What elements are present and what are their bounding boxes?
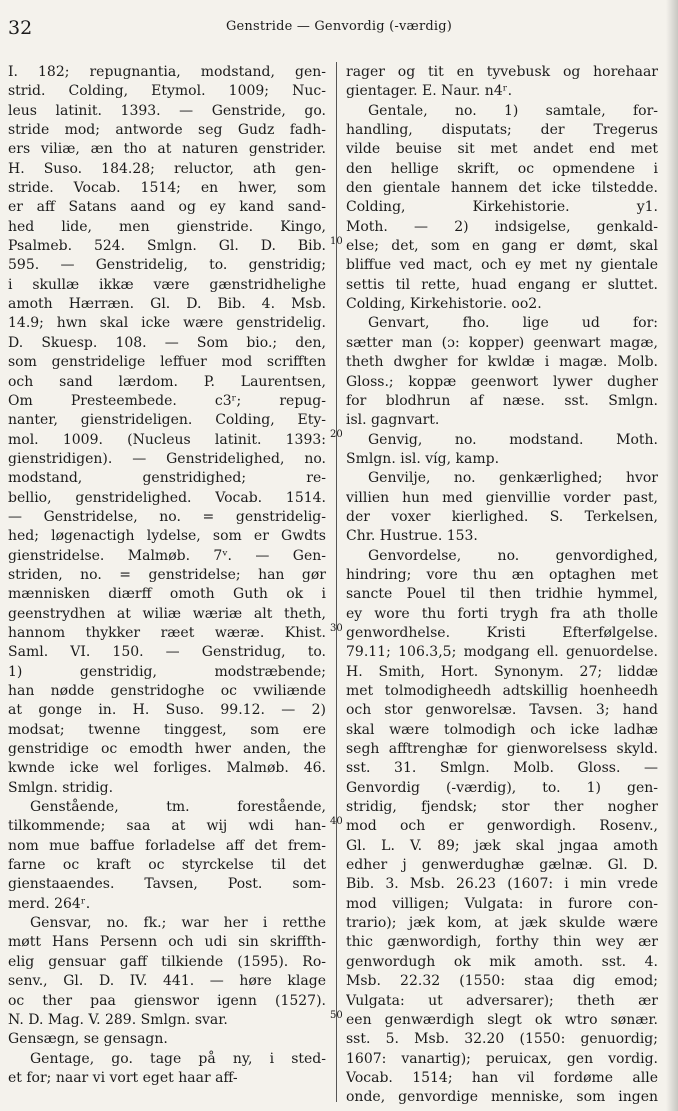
text-line: Vocab. 1514; han vil fordøme alle xyxy=(346,1069,658,1086)
text-line: et for; naar vi vort eget haar aff- xyxy=(8,1069,238,1086)
text-line: gienstridigen). — Genstridelighed, no. xyxy=(8,450,326,467)
text-line: Genvordig (-værdig), to. 1) gen- xyxy=(346,779,658,796)
line-number-20: 20 xyxy=(330,429,343,440)
text-line: Bib. 3. Msb. 26.23 (1607: i min vrede xyxy=(346,876,658,893)
page-number: 32 xyxy=(8,17,33,39)
text-line: Smlgn. isl. víg, kamp. xyxy=(346,450,500,467)
text-line: och stor genworelsæ. Tavsen. 3; hand xyxy=(346,702,658,719)
text-line: Saml. VI. 150. — Genstridug, to. xyxy=(8,644,326,661)
text-line: Genstående, tm. forestående, xyxy=(30,799,326,816)
text-line: møtt Hans Persenn och udi sin skriffth- xyxy=(8,934,326,951)
text-line: han nødde genstridoghe oc vwiliænde xyxy=(8,683,326,699)
line-number-10: 10 xyxy=(330,236,343,247)
text-line: stride mod; antworde seg Gudz fadh- xyxy=(8,122,326,139)
text-line: vilde beuise sit met andet end met xyxy=(346,141,658,158)
text-line: Genvart, fho. lige ud for: xyxy=(368,315,658,332)
text-line: for blodhrun af næse. sst. Smlgn. xyxy=(346,392,658,409)
text-line: settis til rette, huad engang er sluttet. xyxy=(346,276,658,293)
text-line: elig gensuar gaff tilkiende (1595). Ro- xyxy=(8,953,326,970)
text-line: nom mue baffue forladelse aff det frem- xyxy=(8,837,326,854)
text-line: sætter man (ɔ: kopper) geenwart magæ, xyxy=(346,334,658,351)
text-line: I. 182; repugnantia, modstand, gen- xyxy=(8,64,326,80)
column-divider xyxy=(336,62,337,1102)
text-line: met tolmodigheedh adtskillig hoenheedh xyxy=(346,683,658,699)
text-line: nanter, gienstrideligen. Colding, Ety- xyxy=(8,412,326,429)
text-line: Gensvar, no. fk.; war her i retthe xyxy=(30,915,326,932)
text-line: Msb. 22.32 (1550: staa dig emod; xyxy=(346,973,658,990)
text-line: amoth Hærræn. Gl. D. Bib. 4. Msb. xyxy=(8,296,326,313)
text-line: rager og tit en tyvebusk og horehaar xyxy=(346,64,658,80)
text-line: stride. Vocab. 1514; en hwer, som xyxy=(8,180,326,197)
text-line: Gloss.; koppæ geenwort lywer dugher xyxy=(346,373,658,390)
text-line: mol. 1009. (Nucleus latinit. 1393: xyxy=(8,431,326,448)
text-line: den hellige skrift, oc opmendene i xyxy=(346,160,658,177)
text-line: villien hun med gienvillie vorder past, xyxy=(346,489,658,506)
text-line: Gentale, no. 1) samtale, for- xyxy=(368,102,658,119)
text-line: isl. gagnvart. xyxy=(346,412,440,429)
text-line: Chr. Hustrue. 153. xyxy=(346,528,478,545)
text-line: ers viliæ, æn tho at naturen genstrider. xyxy=(8,141,326,158)
text-line: gienstridelse. Malmøb. 7ᵛ. — Gen- xyxy=(8,547,326,564)
text-line: genwordhelse. Kristi Efterfølgelse. xyxy=(346,624,658,641)
text-line: Colding, Kirkehistorie. oo2. xyxy=(346,296,542,313)
text-line: hindring; vore thu æn optaghen met xyxy=(346,566,658,583)
text-line: 1607: vanartig); peruicax, gen vordig. xyxy=(346,1050,658,1067)
text-line: Genvilje, no. genkærlighed; hvor xyxy=(368,470,658,487)
text-line: Gentage, go. tage på ny, i sted- xyxy=(30,1050,326,1067)
text-line: kwnde icke wel forliges. Malmøb. 46. xyxy=(8,760,326,777)
text-line: handling, disputats; der Tregerus xyxy=(346,122,658,139)
text-line: 595. — Genstridelig, to. genstridig; xyxy=(8,257,326,274)
text-line: onde, genvordige menniske, som ingen xyxy=(346,1089,658,1106)
text-line: N. D. Mag. V. 289. Smlgn. svar. xyxy=(8,1011,228,1028)
text-line: mod villigen; Vulgata: in furore con- xyxy=(346,895,658,912)
text-line: sst. 31. Smlgn. Molb. Gloss. — xyxy=(346,760,658,777)
text-line: trario); jæk kom, at jæk skulde wære xyxy=(346,915,658,932)
text-line: een genwærdigh slegt ok wtro sønær. xyxy=(346,1011,658,1028)
text-line: Moth. — 2) indsigelse, genkald- xyxy=(346,218,658,235)
text-line: Genvig, no. modstand. Moth. xyxy=(368,431,658,448)
text-line: modsat; twenne tinggest, som ere xyxy=(8,721,326,738)
text-line: 79.11; 106.3,5; modgang ell. genuordelse. xyxy=(346,644,658,661)
text-line: leus latinit. 1393. — Genstride, go. xyxy=(8,102,326,119)
text-line: stridig, fjendsk; stor ther nogher xyxy=(346,799,658,816)
text-line: modstand, genstridighed; re- xyxy=(8,470,326,487)
right-column xyxy=(346,63,658,1108)
text-line: Gensægn, se gensagn. xyxy=(8,1031,168,1048)
text-line: merd. 264ʳ. xyxy=(8,895,91,912)
text-line: och sand lærdom. P. Laurentsen, xyxy=(8,373,326,390)
page-edge-shadow xyxy=(666,0,678,1111)
text-line: segh afftrenghæ for gienworelsess skyld. xyxy=(346,741,658,758)
text-line: hannom thykker ræet wæræ. Khist. xyxy=(8,624,326,641)
text-line: geenstrydhen at wiliæ wæriæ alt theth, xyxy=(8,605,326,622)
text-line: D. Skuesp. 108. — Som bio.; den, xyxy=(8,334,326,351)
text-line: Om Presteembede. c3ʳ; repug- xyxy=(8,392,326,409)
text-line: genwordugh ok mik amoth. sst. 4. xyxy=(346,953,658,970)
text-line: H. Smith, Hort. Synonym. 27; liddæ xyxy=(346,663,658,680)
text-line: er aff Satans aand og ey kand sand- xyxy=(8,199,326,216)
text-line: i skullæ ikkæ være gænstridhelighe xyxy=(8,276,326,293)
line-number-40: 40 xyxy=(330,816,343,827)
text-line: at gonge in. H. Suso. 99.12. — 2) xyxy=(8,702,326,719)
text-line: thic gænwordigh, forthy thin wey ær xyxy=(346,934,658,951)
text-line: bliffue ved mact, och ey met ny gientale xyxy=(346,257,658,274)
text-line: gienstaaendes. Tavsen, Post. som- xyxy=(8,876,326,893)
text-line: Colding, Kirkehistorie. y1. xyxy=(346,199,658,216)
text-line: den gientale hannem det icke tilstedde. xyxy=(346,180,658,197)
text-line: som genstridelige leffuer mod scrifften xyxy=(8,354,326,371)
text-line: 14.9; hwn skal icke wære genstridelig. xyxy=(8,315,326,332)
text-line: der voxer kierlighed. S. Terkelsen, xyxy=(346,508,658,525)
text-line: strid. Colding, Etymol. 1009; Nuc- xyxy=(8,83,326,100)
line-number-30: 30 xyxy=(330,623,343,634)
text-line: gientager. E. Naur. n4ʳ. xyxy=(346,83,513,100)
text-line: tilkommende; saa at wij wdi han- xyxy=(8,818,326,835)
text-line: Gl. L. V. 89; jæk skal jngaa amoth xyxy=(346,837,658,854)
text-line: Genvordelse, no. genvordighed, xyxy=(368,547,658,564)
text-line: hed lide, men gienstride. Kingo, xyxy=(8,218,326,235)
text-line: striden, no. = genstridelse; han gør xyxy=(8,566,326,583)
text-line: ey wore thu forti trygh fra ath tholle xyxy=(346,605,658,622)
text-line: mod och er genwordigh. Rosenv., xyxy=(346,818,658,835)
text-line: senv., Gl. D. IV. 441. — høre klage xyxy=(8,973,326,990)
text-line: 1) genstridig, modstræbende; xyxy=(8,663,326,680)
text-line: sancte Pouel til then tridhie hymmel, xyxy=(346,586,658,603)
text-line: skal wære tolmodigh och icke ladhæ xyxy=(346,721,658,738)
running-head: Genstride — Genvordig (-værdig) xyxy=(225,19,453,34)
text-line: Vulgata: ut adversarer); theth ær xyxy=(346,992,658,1009)
text-line: hed; løgenactigh lydelse, som er Gwdts xyxy=(8,528,326,545)
text-line: oc ther paa gienswor igenn (1527). xyxy=(8,992,326,1009)
text-line: — Genstridelse, no. = genstridelig- xyxy=(8,508,326,525)
text-line: else; det, som en gang er dømt, skal xyxy=(346,238,658,255)
text-line: bellio, genstridelighed. Vocab. 1514. xyxy=(8,489,326,506)
text-line: genstridige oc emodth hwer anden, the xyxy=(8,741,326,758)
text-line: farne oc kraft oc styrckelse til det xyxy=(8,857,326,874)
text-line: H. Suso. 184.28; reluctor, ath gen- xyxy=(8,160,326,177)
left-column xyxy=(8,63,326,1088)
text-line: sst. 5. Msb. 32.20 (1550: genuordig; xyxy=(346,1031,658,1048)
line-number-50: 50 xyxy=(330,1010,343,1021)
text-line: theth dwgher for kwldæ i magæ. Molb. xyxy=(346,354,658,371)
text-line: mænnisken diærff omoth Guth ok i xyxy=(8,586,326,603)
text-line: edher j genwerdughæ gælnæ. Gl. D. xyxy=(346,857,658,874)
text-line: Psalmeb. 524. Smlgn. Gl. D. Bib. xyxy=(8,238,326,255)
text-line: Smlgn. stridig. xyxy=(8,779,114,796)
